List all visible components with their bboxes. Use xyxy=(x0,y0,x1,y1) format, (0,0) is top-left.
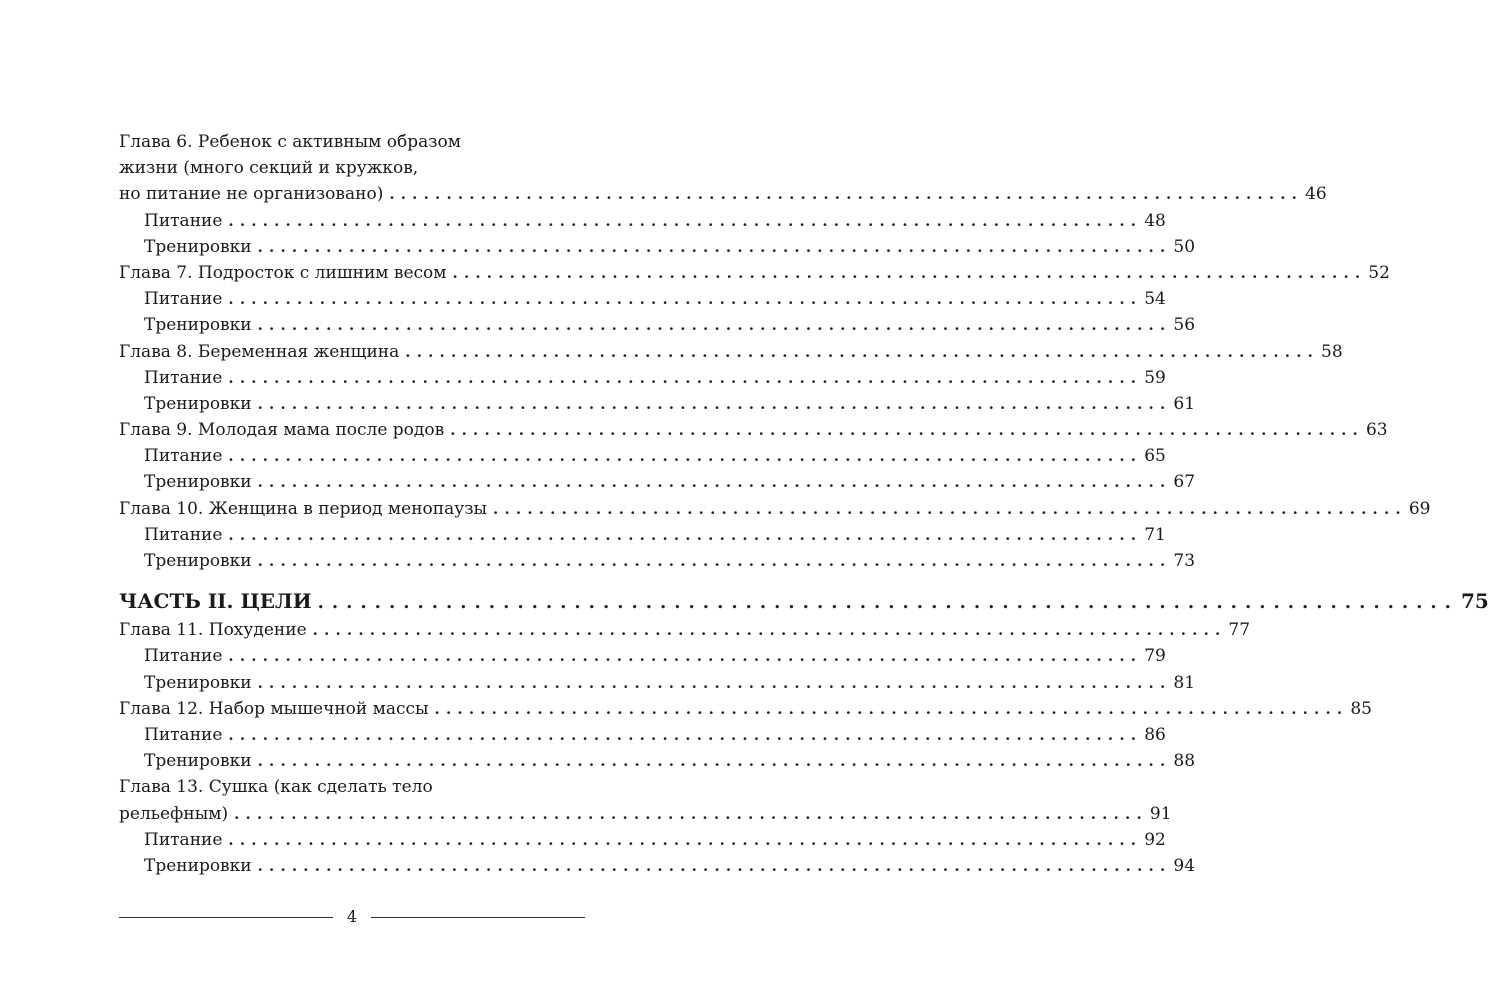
toc-page-number: 63 xyxy=(1365,420,1388,441)
toc-entry-title: Питание xyxy=(144,446,223,467)
toc-entry-title: Глава 8. Беременная женщина xyxy=(119,341,400,362)
toc-page-number: 61 xyxy=(1173,393,1196,414)
toc-page-number: 69 xyxy=(1408,498,1431,519)
dot-leader: ................................................................................ xyxy=(257,394,1172,413)
dot-leader: ................................................................................ xyxy=(228,368,1143,387)
dot-leader: ................................................................................ xyxy=(228,290,1143,309)
dot-leader: ................................................................................ xyxy=(257,316,1172,335)
toc-page-number: 46 xyxy=(1305,184,1327,205)
toc-chapter-6-title-line-1: Глава 6. Ребенок с активным образом xyxy=(119,132,462,152)
toc-entry-chapter-10-training[interactable] xyxy=(119,548,1196,574)
toc-entry-title: Глава 12. Набор мышечной массы xyxy=(119,698,429,719)
dot-leader: ................................................................................ xyxy=(452,263,1367,282)
dot-leader: ................................................................................ xyxy=(257,856,1172,875)
toc-entry-title: рельефным) xyxy=(119,803,229,824)
dot-leader: ................................................................................ xyxy=(312,621,1227,640)
dot-leader: ................................................................................ xyxy=(434,699,1349,718)
toc-entry-chapter-12[interactable] xyxy=(119,696,1372,722)
toc-entry-title: Глава 9. Молодая мама после родов xyxy=(119,420,445,441)
dot-leader: ................................................................................ xyxy=(450,421,1364,440)
toc-page-number: 86 xyxy=(1144,724,1166,745)
toc-chapter-6-title-line-2: жизни (много секций и кружков, xyxy=(119,158,419,179)
toc-page-number: 81 xyxy=(1173,672,1196,693)
dot-leader: ................................................................................ xyxy=(228,525,1143,544)
toc-page-number: 52 xyxy=(1368,262,1390,283)
page-footer xyxy=(119,906,585,928)
toc-entry-chapter-7-training[interactable] xyxy=(119,312,1196,338)
toc-entry-title: Питание xyxy=(144,646,223,667)
toc-page-number: 58 xyxy=(1321,341,1343,362)
dot-leader: ................................................................................ xyxy=(257,237,1172,256)
toc-entry-title: Питание xyxy=(144,724,223,745)
dot-leader: ................................................................................ xyxy=(228,647,1143,666)
toc-entry-chapter-6-nutrition[interactable] xyxy=(119,208,1166,234)
toc-entry-title: Тренировки xyxy=(144,393,252,414)
toc-entry-title: Питание xyxy=(144,210,223,231)
toc-entry-chapter-8-training[interactable] xyxy=(119,391,1196,417)
toc-entry-chapter-7-nutrition[interactable] xyxy=(119,286,1166,312)
toc-entry-title: Питание xyxy=(144,289,223,310)
toc-page-number: 92 xyxy=(1144,829,1166,850)
toc-entry-chapter-13-training[interactable] xyxy=(119,853,1196,879)
toc-entry-chapter-6-training[interactable] xyxy=(119,234,1196,260)
dot-leader: ................................................................................ xyxy=(228,830,1143,849)
dot-leader: ................................................................................ xyxy=(257,552,1172,570)
dot-leader: ................................................................................ xyxy=(257,752,1172,771)
toc-page-number: 48 xyxy=(1144,210,1166,231)
toc-page-number: 91 xyxy=(1149,803,1172,824)
toc-entry-chapter-13[interactable] xyxy=(119,801,1172,827)
toc-entry-title: Тренировки xyxy=(144,855,252,876)
toc-entry-chapter-9[interactable] xyxy=(119,417,1388,443)
toc-entry-chapter-8-nutrition[interactable] xyxy=(119,365,1166,391)
toc-page-number: 54 xyxy=(1144,289,1166,310)
toc-entry-chapter-13-nutrition[interactable] xyxy=(119,827,1166,853)
toc-entry-title: Глава 7. Подросток с лишним весом xyxy=(119,262,447,283)
dot-leader: ................................................................................ xyxy=(389,185,1304,204)
toc-entry-chapter-8[interactable] xyxy=(119,339,1343,365)
toc-entry-chapter-10-nutrition[interactable] xyxy=(119,522,1166,548)
dot-leader: ................................................................................ xyxy=(228,447,1143,466)
toc-part-title: ЧАСТЬ II. ЦЕЛИ xyxy=(119,589,312,614)
footer-rule-left xyxy=(119,917,333,918)
toc-page-number: 50 xyxy=(1173,236,1196,257)
toc-entry-title: Тренировки xyxy=(144,672,252,693)
toc-entry-chapter-12-nutrition[interactable] xyxy=(119,722,1166,748)
toc-entry-chapter-11[interactable] xyxy=(119,617,1251,643)
toc-entry-chapter-9-training[interactable] xyxy=(119,469,1196,495)
toc-entry-chapter-12-training[interactable] xyxy=(119,748,1196,774)
toc-entry-title: Питание xyxy=(144,524,223,545)
toc-page-number: 56 xyxy=(1173,315,1196,336)
table-of-contents xyxy=(119,129,1489,879)
toc-page-number: 88 xyxy=(1173,751,1196,772)
toc-page-number: 94 xyxy=(1173,855,1196,876)
toc-page-number: 65 xyxy=(1144,446,1166,467)
toc-entry-title: Питание xyxy=(144,367,223,388)
footer-rule-right xyxy=(371,917,585,918)
toc-entry-title: Тренировки xyxy=(144,751,252,772)
toc-page-number: 59 xyxy=(1144,367,1166,388)
toc-page-number: 75 xyxy=(1460,589,1489,614)
toc-entry-chapter-7[interactable] xyxy=(119,260,1390,286)
toc-page-number: 79 xyxy=(1144,646,1166,667)
toc-page-number: 71 xyxy=(1144,524,1166,545)
toc-entry-chapter-9-nutrition[interactable] xyxy=(119,443,1166,469)
toc-page-number: 67 xyxy=(1173,472,1196,493)
toc-part-2-heading[interactable] xyxy=(119,586,1489,617)
toc-entry-title: Тренировки xyxy=(144,551,252,571)
dot-leader: ................................................................................ xyxy=(257,473,1172,492)
toc-entry-chapter-10[interactable] xyxy=(119,496,1431,522)
dot-leader: ................................................................................ xyxy=(493,499,1407,518)
toc-entry-title: Питание xyxy=(144,829,223,850)
toc-entry-title: Тренировки xyxy=(144,472,252,493)
toc-page-number: 85 xyxy=(1350,698,1372,719)
toc-page-number: 77 xyxy=(1228,620,1251,641)
dot-leader: ................................................................................ xyxy=(228,725,1143,744)
dot-leader: ................................................................................ xyxy=(405,342,1320,361)
dot-leader: ................................................................................ xyxy=(228,211,1143,230)
toc-entry-title: Глава 10. Женщина в период менопаузы xyxy=(119,498,488,519)
toc-entry-chapter-11-training[interactable] xyxy=(119,670,1196,696)
dot-leader: ................................................................................ xyxy=(257,673,1172,692)
toc-entry-title: Глава 11. Похудение xyxy=(119,620,307,641)
page-number: 4 xyxy=(346,907,358,926)
dot-leader: ................................................................................ xyxy=(317,592,1459,614)
toc-entry-chapter-11-nutrition[interactable] xyxy=(119,643,1166,669)
toc-entry-title: Тренировки xyxy=(144,236,252,257)
toc-entry-title: Тренировки xyxy=(144,315,252,336)
toc-entry-chapter-6[interactable] xyxy=(119,181,1327,207)
dot-leader: ................................................................................ xyxy=(234,804,1148,823)
toc-entry-title: но питание не организовано) xyxy=(119,184,384,205)
toc-chapter-13-title-line-1: Глава 13. Сушка (как сделать тело xyxy=(119,777,433,798)
toc-page-number: 73 xyxy=(1173,551,1196,571)
